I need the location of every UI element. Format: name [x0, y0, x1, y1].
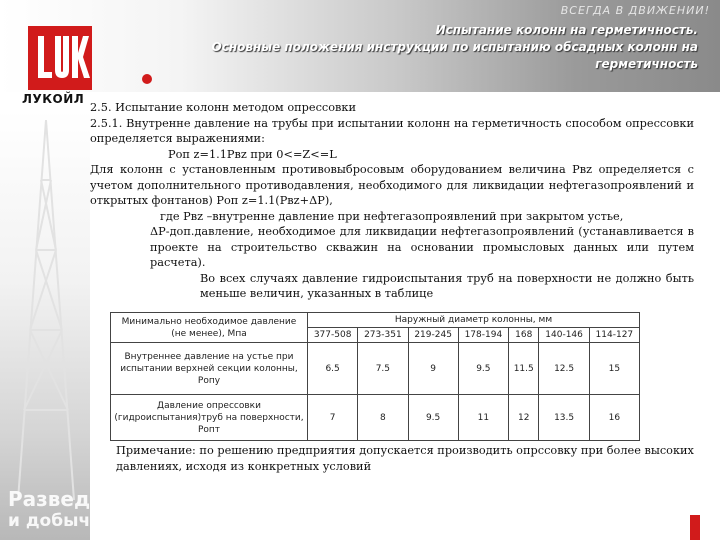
paragraph-preventer: Для колонн с установленным противовыбросовым оборудованием величина Рвz определяется с учетом дополнительного противодавления, необходимого для ликвидации нефтегазопроявлений и открытых фонтанов) Роп z=1.1(Рвz+ΔР),	[90, 163, 694, 207]
table-cell: 9.5	[458, 343, 508, 395]
table-header-row	[111, 313, 640, 328]
table-cell: 7	[308, 395, 358, 441]
brand-line-1: Разведка	[8, 487, 118, 511]
table-row	[111, 395, 640, 441]
slogan: ВСЕГДА В ДВИЖЕНИИ!	[560, 4, 710, 17]
diameter-cell: 114-127	[589, 328, 639, 343]
table-cell: 6.5	[308, 343, 358, 395]
diameter-cell: 377-508	[308, 328, 358, 343]
brand-line-2: и добыча	[8, 511, 102, 531]
table-cell: 9.5	[408, 395, 458, 441]
note-text: Примечание: по решению предприятия допускается производить опрсcовку при более высоких давлениях, исходя из конкретных условий	[116, 444, 694, 473]
table-cell: 8	[358, 395, 408, 441]
diameter-cell: 140-146	[539, 328, 589, 343]
table-cell: 11	[458, 395, 508, 441]
diameter-cell: 178-194	[458, 328, 508, 343]
table-cell: 13.5	[539, 395, 589, 441]
red-dot-accent	[142, 74, 152, 84]
logo-wordmark: ЛУКОЙЛ	[22, 92, 85, 106]
row-label: Внутреннее давление на устье при испытании верхней секции колонны, Ропу	[111, 343, 308, 395]
red-corner-accent	[690, 515, 700, 540]
table-cell: 9	[408, 343, 458, 395]
formula-1: Роп z=1.1Рвz при 0<=Z<=L	[168, 147, 337, 161]
table-header-right: Наружный диаметр колонны, мм	[308, 313, 640, 328]
paragraph-delta: ΔР-доп.давление, необходимое для ликвидации нефтегазопроявлений (устанавливается в проекте на строительство скважин на основании промысловых данных или путем расчета).	[150, 225, 694, 269]
brand-caption	[8, 488, 117, 532]
pressure-table	[110, 312, 640, 441]
paragraph-all-cases: Во всех случаях давление гидроиспытания труб на поверхности не должно быть меньше величин, указанных в таблице	[200, 271, 694, 300]
body-text	[90, 100, 694, 302]
row-label: Давление опрессовки (гидроиспытания)труб на поверхности, Ропт	[111, 395, 308, 441]
table-cell: 15	[589, 343, 639, 395]
diameter-cell: 219-245	[408, 328, 458, 343]
table-cell: 7.5	[358, 343, 408, 395]
diameter-cell: 168	[509, 328, 539, 343]
title-line-1: Испытание колонн на герметичность.	[435, 23, 698, 37]
lukoil-logo-icon	[28, 26, 92, 90]
table-cell: 12.5	[539, 343, 589, 395]
paragraph-2-5-1: 2.5.1. Внутренне давление на трубы при испытании колонн на герметичность способом опрессовки определяется выражениями:	[90, 116, 694, 145]
section-heading: 2.5. Испытание колонн методом опрессовки	[90, 101, 356, 114]
diameter-cell: 273-351	[358, 328, 408, 343]
table-header-left: Минимально необходимое давление (не менее), Мпа	[111, 313, 308, 343]
table-cell: 11.5	[509, 343, 539, 395]
table-cell: 16	[589, 395, 639, 441]
paragraph-where: где Рвz –внутренне давление при нефтегазопроявлений при закрытом устье,	[160, 209, 624, 223]
drilling-tower-icon	[8, 120, 84, 500]
table-cell: 12	[509, 395, 539, 441]
title-line-2: Основные положения инструкции по испытанию обсадных колонн на	[211, 40, 698, 54]
lukoil-logo	[28, 26, 92, 90]
title-line-3: герметичность	[595, 57, 698, 71]
table-row	[111, 343, 640, 395]
slide-title	[200, 22, 698, 73]
